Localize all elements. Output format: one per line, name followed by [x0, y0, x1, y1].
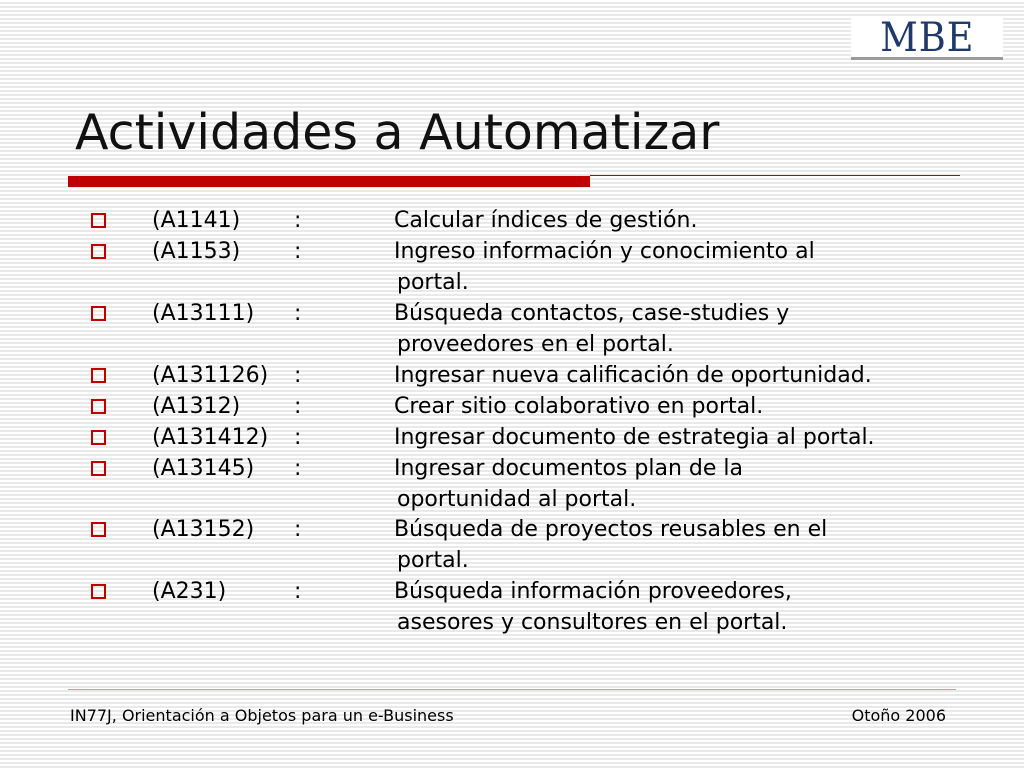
activity-description-continued: proveedores en el portal.: [397, 332, 674, 357]
activity-separator: :: [294, 394, 302, 419]
activity-description: Ingresar documento de estrategia al portal.: [394, 425, 875, 450]
activity-description: Búsqueda contactos, case-studies y: [394, 301, 790, 326]
activity-separator: :: [294, 208, 302, 233]
footer-divider: [68, 689, 956, 690]
activity-code: (A131412): [152, 425, 269, 450]
activity-code: (A1312): [152, 394, 241, 419]
footer-course: IN77J, Orientación a Objetos para un e-Business: [70, 706, 454, 725]
activity-code: (A1141): [152, 208, 241, 233]
activity-item: [0, 298, 1024, 329]
square-bullet-icon: [91, 306, 106, 321]
activity-continuation: [0, 329, 1024, 360]
activity-description: Ingresar nueva calificación de oportunidad.: [394, 363, 872, 388]
activity-code: (A13145): [152, 456, 255, 481]
activity-code: (A1153): [152, 239, 241, 264]
activity-item: [0, 236, 1024, 267]
square-bullet-icon: [91, 461, 106, 476]
activity-description: Ingreso información y conocimiento al: [394, 239, 815, 264]
activity-description: Crear sitio colaborativo en portal.: [394, 394, 764, 419]
activity-continuation: [0, 607, 1024, 638]
mbe-logo: [851, 14, 1003, 61]
activity-separator: :: [294, 517, 302, 542]
activity-separator: :: [294, 363, 302, 388]
activity-continuation: [0, 545, 1024, 576]
activity-description-continued: portal.: [397, 548, 469, 573]
activity-item: [0, 205, 1024, 236]
square-bullet-icon: [91, 584, 106, 599]
activity-item: [0, 360, 1024, 391]
activity-code: (A131126): [152, 363, 269, 388]
activity-continuation: [0, 484, 1024, 515]
activity-item: [0, 576, 1024, 607]
title-underline-bar: [68, 176, 590, 187]
activity-continuation: [0, 267, 1024, 298]
activity-code: (A13152): [152, 517, 255, 542]
logo-text: MBE: [879, 14, 975, 61]
activity-description: Calcular índices de gestión.: [394, 208, 698, 233]
activity-separator: :: [294, 301, 302, 326]
activity-description: Búsqueda de proyectos reusables en el: [394, 517, 828, 542]
activity-code: (A231): [152, 579, 227, 604]
activity-separator: :: [294, 239, 302, 264]
square-bullet-icon: [91, 213, 106, 228]
activity-description-continued: asesores y consultores en el portal.: [397, 610, 788, 635]
activity-item: [0, 391, 1024, 422]
activity-separator: :: [294, 579, 302, 604]
activity-separator: :: [294, 456, 302, 481]
square-bullet-icon: [91, 430, 106, 445]
square-bullet-icon: [91, 368, 106, 383]
square-bullet-icon: [91, 399, 106, 414]
activity-item: [0, 514, 1024, 545]
activity-description-continued: oportunidad al portal.: [397, 487, 637, 512]
footer-term: Otoño 2006: [851, 706, 946, 725]
activity-item: [0, 453, 1024, 484]
square-bullet-icon: [91, 244, 106, 259]
activity-description: Ingresar documentos plan de la: [394, 456, 743, 481]
activity-description-continued: portal.: [397, 270, 469, 295]
activity-separator: :: [294, 425, 302, 450]
square-bullet-icon: [91, 522, 106, 537]
activity-code: (A13111): [152, 301, 255, 326]
title-underline-thin: [590, 175, 960, 176]
activity-item: [0, 422, 1024, 453]
slide-title: Actividades a Automatizar: [75, 104, 720, 161]
activity-description: Búsqueda información proveedores,: [394, 579, 792, 604]
